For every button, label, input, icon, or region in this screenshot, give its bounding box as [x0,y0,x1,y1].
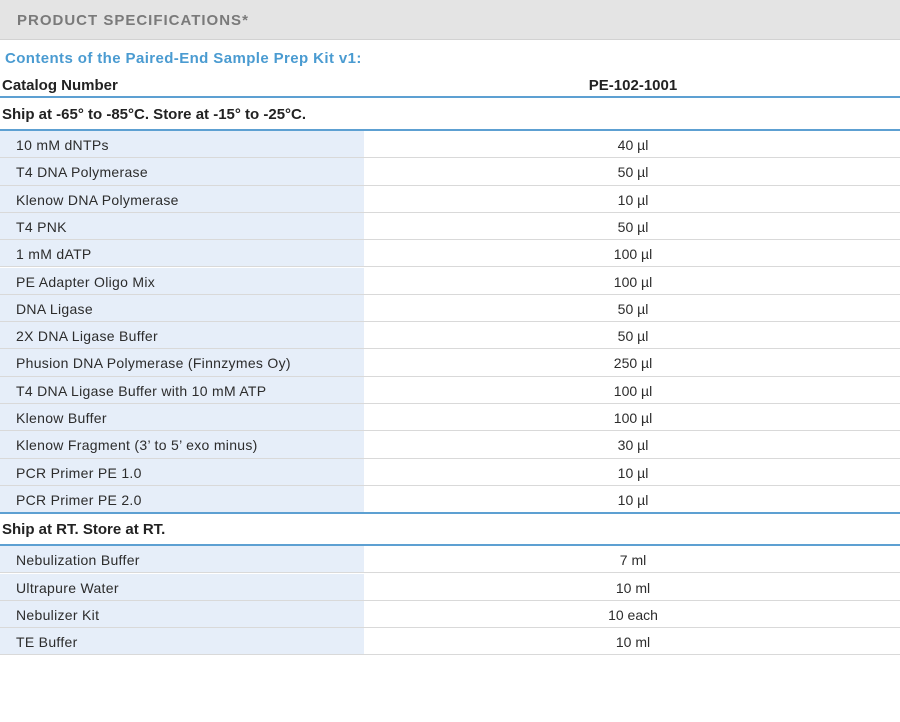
table-row [0,486,900,513]
table-row [0,213,900,240]
component-quantity: 10 µl [617,491,649,508]
table-row [0,186,900,213]
component-name-cell [0,295,364,321]
component-quantity: 7 ml [619,552,647,569]
table-row [0,574,900,601]
spec-header-bar [0,0,900,40]
component-name: T4 PNK [16,218,67,235]
component-quantity: 100 µl [613,382,653,399]
section-heading-row [0,98,900,131]
component-name-cell [0,601,364,627]
component-quantity: 100 µl [613,246,653,263]
component-name-cell [0,268,364,294]
component-name: Nebulization Buffer [16,552,140,569]
catalog-number-label: Catalog Number [2,77,118,94]
component-name-cell [0,213,364,239]
component-name-cell [0,377,364,403]
component-name: TE Buffer [16,634,78,651]
component-name: Klenow DNA Polymerase [16,191,179,208]
table-row [0,131,900,158]
component-quantity: 10 ml [615,634,651,651]
component-name-cell [0,574,364,600]
component-name: Klenow Buffer [16,410,107,426]
component-name: 2X DNA Ligase Buffer [16,328,158,345]
component-name: Nebulizer Kit [16,606,100,623]
table-row [0,628,900,655]
table-row [0,546,900,573]
component-quantity: 100 µl [613,410,653,426]
table-row [0,322,900,349]
component-name: PCR Primer PE 2.0 [16,491,142,508]
table-row [0,404,900,431]
component-name: T4 DNA Ligase Buffer with 10 mM ATP [16,382,267,399]
component-name: 1 mM dATP [16,246,92,263]
component-name-cell [0,486,364,512]
component-quantity: 30 µl [617,437,649,454]
component-quantity: 40 µl [617,137,649,153]
section-heading: Ship at -65° to -85°C. Store at -15° to -25°C. [2,106,307,123]
component-quantity: 10 µl [617,464,649,481]
table-row [0,459,900,486]
component-name-cell [0,322,364,348]
section-heading-row [0,513,900,546]
component-name-cell [0,158,364,184]
table-row [0,295,900,322]
table-row [0,431,900,458]
component-name-cell [0,349,364,375]
component-quantity: 10 each [608,606,658,623]
component-quantity: 10 µl [617,191,649,208]
component-quantity: 10 ml [615,579,651,596]
table-row [0,377,900,404]
component-quantity: 50 µl [617,218,649,235]
component-name: T4 DNA Polymerase [16,164,148,181]
component-name: Phusion DNA Polymerase (Finnzymes Oy) [16,355,291,372]
component-name-cell [0,459,364,485]
component-quantity: 100 µl [613,273,653,290]
component-name: PCR Primer PE 1.0 [16,464,142,481]
table-row [0,601,900,628]
catalog-number-row [0,73,900,98]
table-row [0,158,900,185]
component-name: Ultrapure Water [16,579,119,596]
component-name-cell [0,431,364,457]
table-row [0,240,900,267]
page-title: PRODUCT SPECIFICATIONS* [17,12,249,29]
section-heading: Ship at RT. Store at RT. [2,521,166,539]
component-name: 10 mM dNTPs [16,137,109,153]
table-row [0,268,900,295]
component-name-cell [0,186,364,212]
component-name: DNA Ligase [16,300,93,317]
component-quantity: 250 µl [613,355,653,372]
table-row [0,349,900,376]
kit-contents-subtitle: Contents of the Paired-End Sample Prep Kit v1: [5,50,362,67]
component-name-cell [0,131,364,157]
component-name: Klenow Fragment (3’ to 5’ exo minus) [16,437,258,454]
component-name-cell [0,628,364,654]
component-name-cell [0,404,364,430]
component-name-cell [0,240,364,266]
component-quantity: 50 µl [617,164,649,181]
catalog-number-value: PE-102-1001 [588,77,678,94]
component-name-cell [0,546,364,572]
component-quantity: 50 µl [617,328,649,345]
component-name: PE Adapter Oligo Mix [16,273,156,290]
component-quantity: 50 µl [617,300,649,317]
